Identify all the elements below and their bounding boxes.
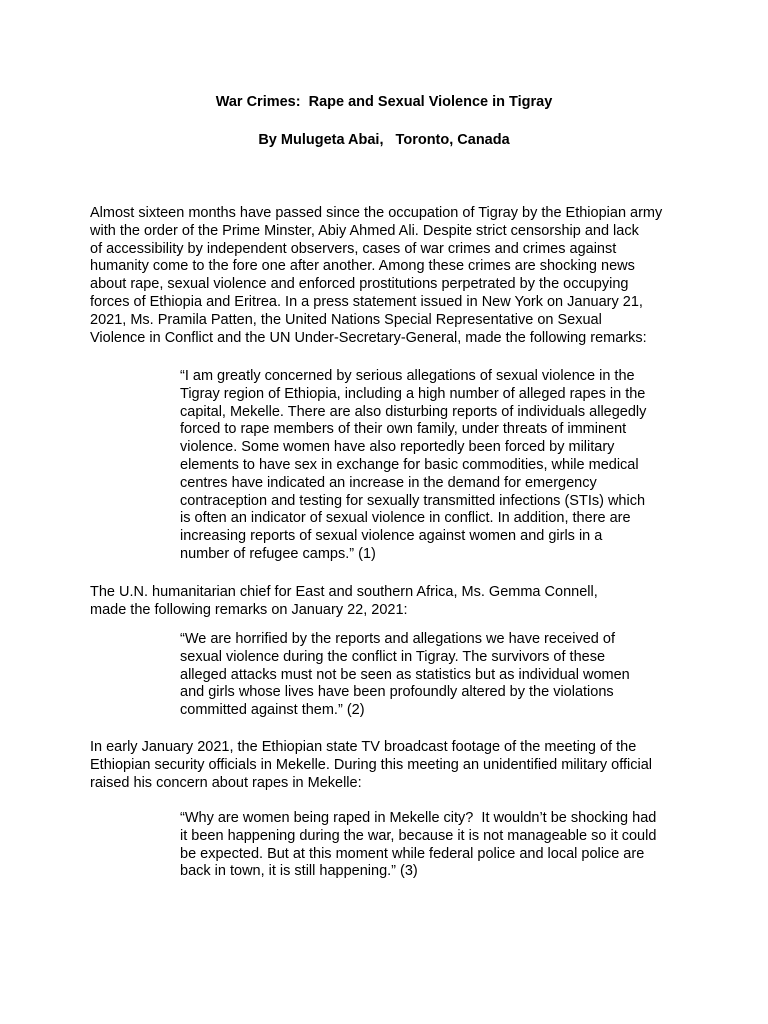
author-byline: By Mulugeta Abai, Toronto, Canada [258, 132, 510, 148]
document-title: War Crimes: Rape and Sexual Violence in Tigray [215, 94, 553, 110]
block-quote-2: “We are horrified by the reports and allegations we have received of sexual violence during the conflict in Tigray. The survivors of these alleged attacks must not be seen as statistics but as individual women and girls whose lives have been profoundly altered by the violations committed against them.” (2) [180, 631, 630, 719]
body-paragraph-2: The U.N. humanitarian chief for East and southern Africa, Ms. Gemma Connell, made the following remarks on January 22, 2021: [90, 584, 598, 618]
block-quote-1: “I am greatly concerned by serious allegations of sexual violence in the Tigray region of Ethiopia, including a high number of alleged rapes in the capital, Mekelle. There are also disturbing reports of individuals allegedly forced to rape members of their own family, under threats of imminent violence. Some women have also reportedly been forced by military elements to have sex in exchange for basic commodities, while medical centres have indicated an increase in the demand for emergency contraception and testing for sexually transmitted infections (STIs) which is often an indicator of sexual violence in conflict. In addition, there are increasing reports of sexual violence against women and girls in a number of refugee camps.” (1) [180, 368, 647, 562]
block-quote-3: “Why are women being raped in Mekelle city? It wouldn’t be shocking had it been happening during the war, because it is not manageable so it could be expected. But at this moment while federal police and local police are back in town, it is still happening.” (3) [180, 810, 657, 880]
body-paragraph-1: Almost sixteen months have passed since the occupation of Tigray by the Ethiopian army with the order of the Prime Minster, Abiy Ahmed Ali. Despite strict censorship and lack of accessibility by independent observers, cases of war crimes and crimes against humanity come to the fore one after another. Among these crimes are shocking news about rape, sexual violence and enforced prostitutions perpetrated by the occupying forces of Ethiopia and Eritrea. In a press statement issued in New York on January 21, 2021, Ms. Pramila Patten, the United Nations Special Representative on Sexual Violence in Conflict and the UN Under-Secretary-General, made the following remarks: [90, 205, 663, 346]
body-paragraph-3: In early January 2021, the Ethiopian state TV broadcast footage of the meeting of the Ethiopian security officials in Mekelle. During this meeting an unidentified military official raised his concern about rapes in Mekelle: [90, 739, 653, 791]
